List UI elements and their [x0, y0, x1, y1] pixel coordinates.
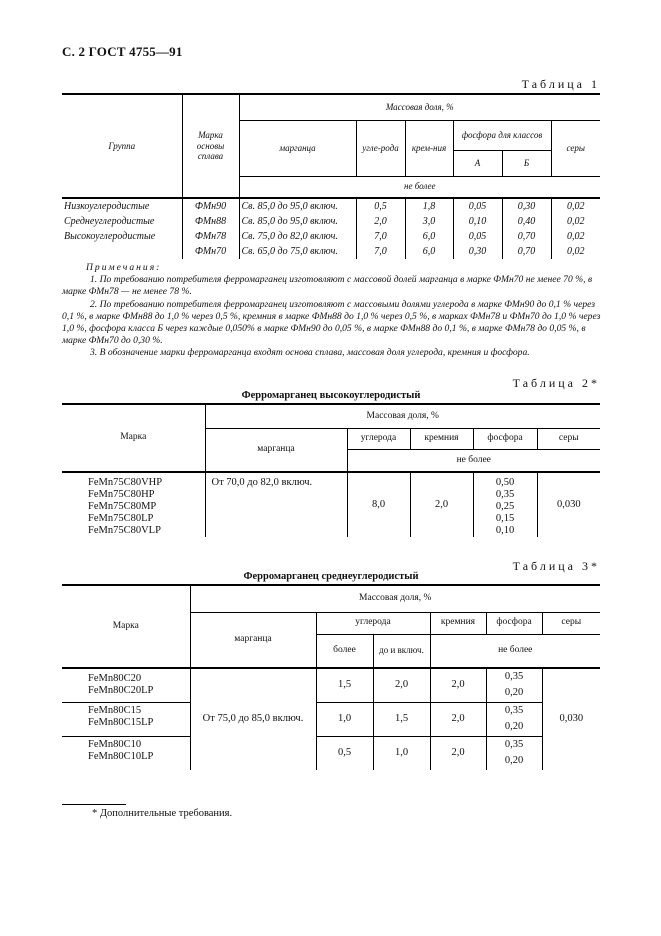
notes — [62, 262, 602, 360]
notes-title: Примечания: — [86, 262, 162, 273]
t2-sulfur: 0,030 — [537, 472, 600, 537]
t2-header-carbon: углерода — [347, 428, 410, 449]
t3-header-not-more: не более — [430, 634, 600, 668]
table3-title: Ферромарганец среднеуглеродистый — [243, 571, 419, 582]
t1-header-class-a: А — [453, 150, 502, 176]
t1-header-carbon: угле-рода — [356, 120, 405, 176]
t2-carbon: 8,0 — [347, 472, 410, 537]
table-row: FeMn80C20 FeMn80C20LP От 75,0 до 85,0 включ. 1,5 2,0 2,0 0,35 0,20 0,030 — [62, 668, 600, 702]
table2-caption: Таблица 2* — [512, 376, 600, 390]
table-row: FeMn80C10 FeMn80C10LP 0,5 1,0 2,0 0,35 0,20 — [62, 736, 600, 770]
t3-header-up-to: до и включ. — [373, 634, 430, 668]
footnote: * Дополнительные требования. — [92, 808, 233, 819]
t1-header-sulfur: серы — [551, 120, 600, 176]
table-row: Низкоуглеродистые ФМн90 Св. 85,0 до 95,0 включ. 0,5 1,8 0,05 0,30 0,02 — [62, 198, 600, 214]
t2-manganese: От 70,0 до 82,0 включ. — [205, 472, 347, 537]
page-header: С. 2 ГОСТ 4755—91 — [62, 44, 183, 59]
t3-header-manganese: марганца — [190, 612, 316, 668]
t3-sulfur: 0,030 — [542, 668, 600, 770]
t2-phosphorus: 0,50 0,35 0,25 0,15 0,10 — [473, 472, 537, 537]
t2-header-sulfur: серы — [537, 428, 600, 449]
t2-silicon: 2,0 — [410, 472, 473, 537]
t3-header-grade: Марка — [62, 585, 190, 668]
footnote-divider — [62, 804, 126, 805]
t3-header-sulfur: серы — [542, 612, 600, 634]
note-3: 3. В обозначение марки ферромарганца входят основа сплава, массовая доля углерода, кремния и фосфора. — [90, 347, 530, 359]
t1-header-group: Группа — [62, 94, 182, 198]
table-row — [62, 472, 600, 537]
t3-header-silicon: кремния — [430, 612, 486, 634]
t1-header-manganese: марганца — [239, 120, 356, 176]
t2-header-grade: Марка — [62, 404, 205, 472]
table1-caption: Таблица 1 — [521, 77, 600, 91]
note-2: 2. По требованию потребителя ферромарганец изготовляют с массовыми долями углерода в марке ФМн90 до 0,1 % через 0,1 %, в марке ФМн88 до 1,0 % через 0,5 %, кремния в марке ФМн88 до 1,0 % через 0,5 %, в марках ФМн78 и ФМн70 до 1,0 % через 1,0 %, фосфора класса Б через каждые 0,050% в марке ФМн90 до 0,05 %, в марке ФМн88 до 0,1 %, в марке ФМн78 до 0,05 %, в марке ФМн70 до 0,30 %. — [62, 298, 601, 347]
table2-title: Ферромарганец высокоуглеродистый — [241, 390, 421, 401]
t2-header-manganese: марганца — [205, 428, 347, 472]
t3-header-carbon: углерода — [316, 612, 430, 634]
t3-header-more: более — [316, 634, 373, 668]
t3-header-phosphorus: фосфора — [486, 612, 542, 634]
table-row: FeMn80C15 FeMn80C15LP 1,0 1,5 2,0 0,35 0,20 — [62, 702, 600, 736]
t1-header-class-b: Б — [502, 150, 551, 176]
t1-header-silicon: крем-ния — [405, 120, 453, 176]
table3 — [62, 584, 600, 770]
table-row: Высокоуглеродистые ФМн78 Св. 75,0 до 82,0 включ. 7,0 6,0 0,05 0,70 0,02 — [62, 229, 600, 244]
t2-header-silicon: кремния — [410, 428, 473, 449]
t1-header-phosphorus: фосфора для классов — [453, 120, 551, 150]
t3-manganese: От 75,0 до 85,0 включ. — [190, 668, 316, 770]
t1-header-not-more: не более — [239, 176, 600, 198]
t3-header-mass-fraction: Массовая доля, % — [190, 585, 600, 612]
table1 — [62, 93, 600, 259]
t2-header-not-more: не более — [347, 449, 600, 472]
t1-header-mass-fraction: Массовая доля, % — [239, 94, 600, 120]
t2-header-mass-fraction: Массовая доля, % — [205, 404, 600, 428]
table3-caption: Таблица 3* — [512, 559, 600, 573]
table-row: ФМн70 Св. 65,0 до 75,0 включ. 7,0 6,0 0,30 0,70 0,02 — [62, 244, 600, 259]
table2 — [62, 403, 600, 537]
t1-header-grade: Марка основы сплава — [182, 94, 239, 198]
t2-grades: FeMn75C80VHP FeMn75C80HP FeMn75C80MP FeMn75C80LP FeMn75C80VLP — [88, 477, 163, 536]
note-1: 1. По требованию потребителя ферромарганец изготовляют с массовой долей марганца в марке ФМн70 не менее 70 %, в марке ФМн78 — не менее 78 %. — [62, 274, 593, 298]
t2-header-phosphorus: фосфора — [473, 428, 537, 449]
table-row: Среднеуглеродистые ФМн88 Св. 85,0 до 95,0 включ. 2,0 3,0 0,10 0,40 0,02 — [62, 214, 600, 229]
